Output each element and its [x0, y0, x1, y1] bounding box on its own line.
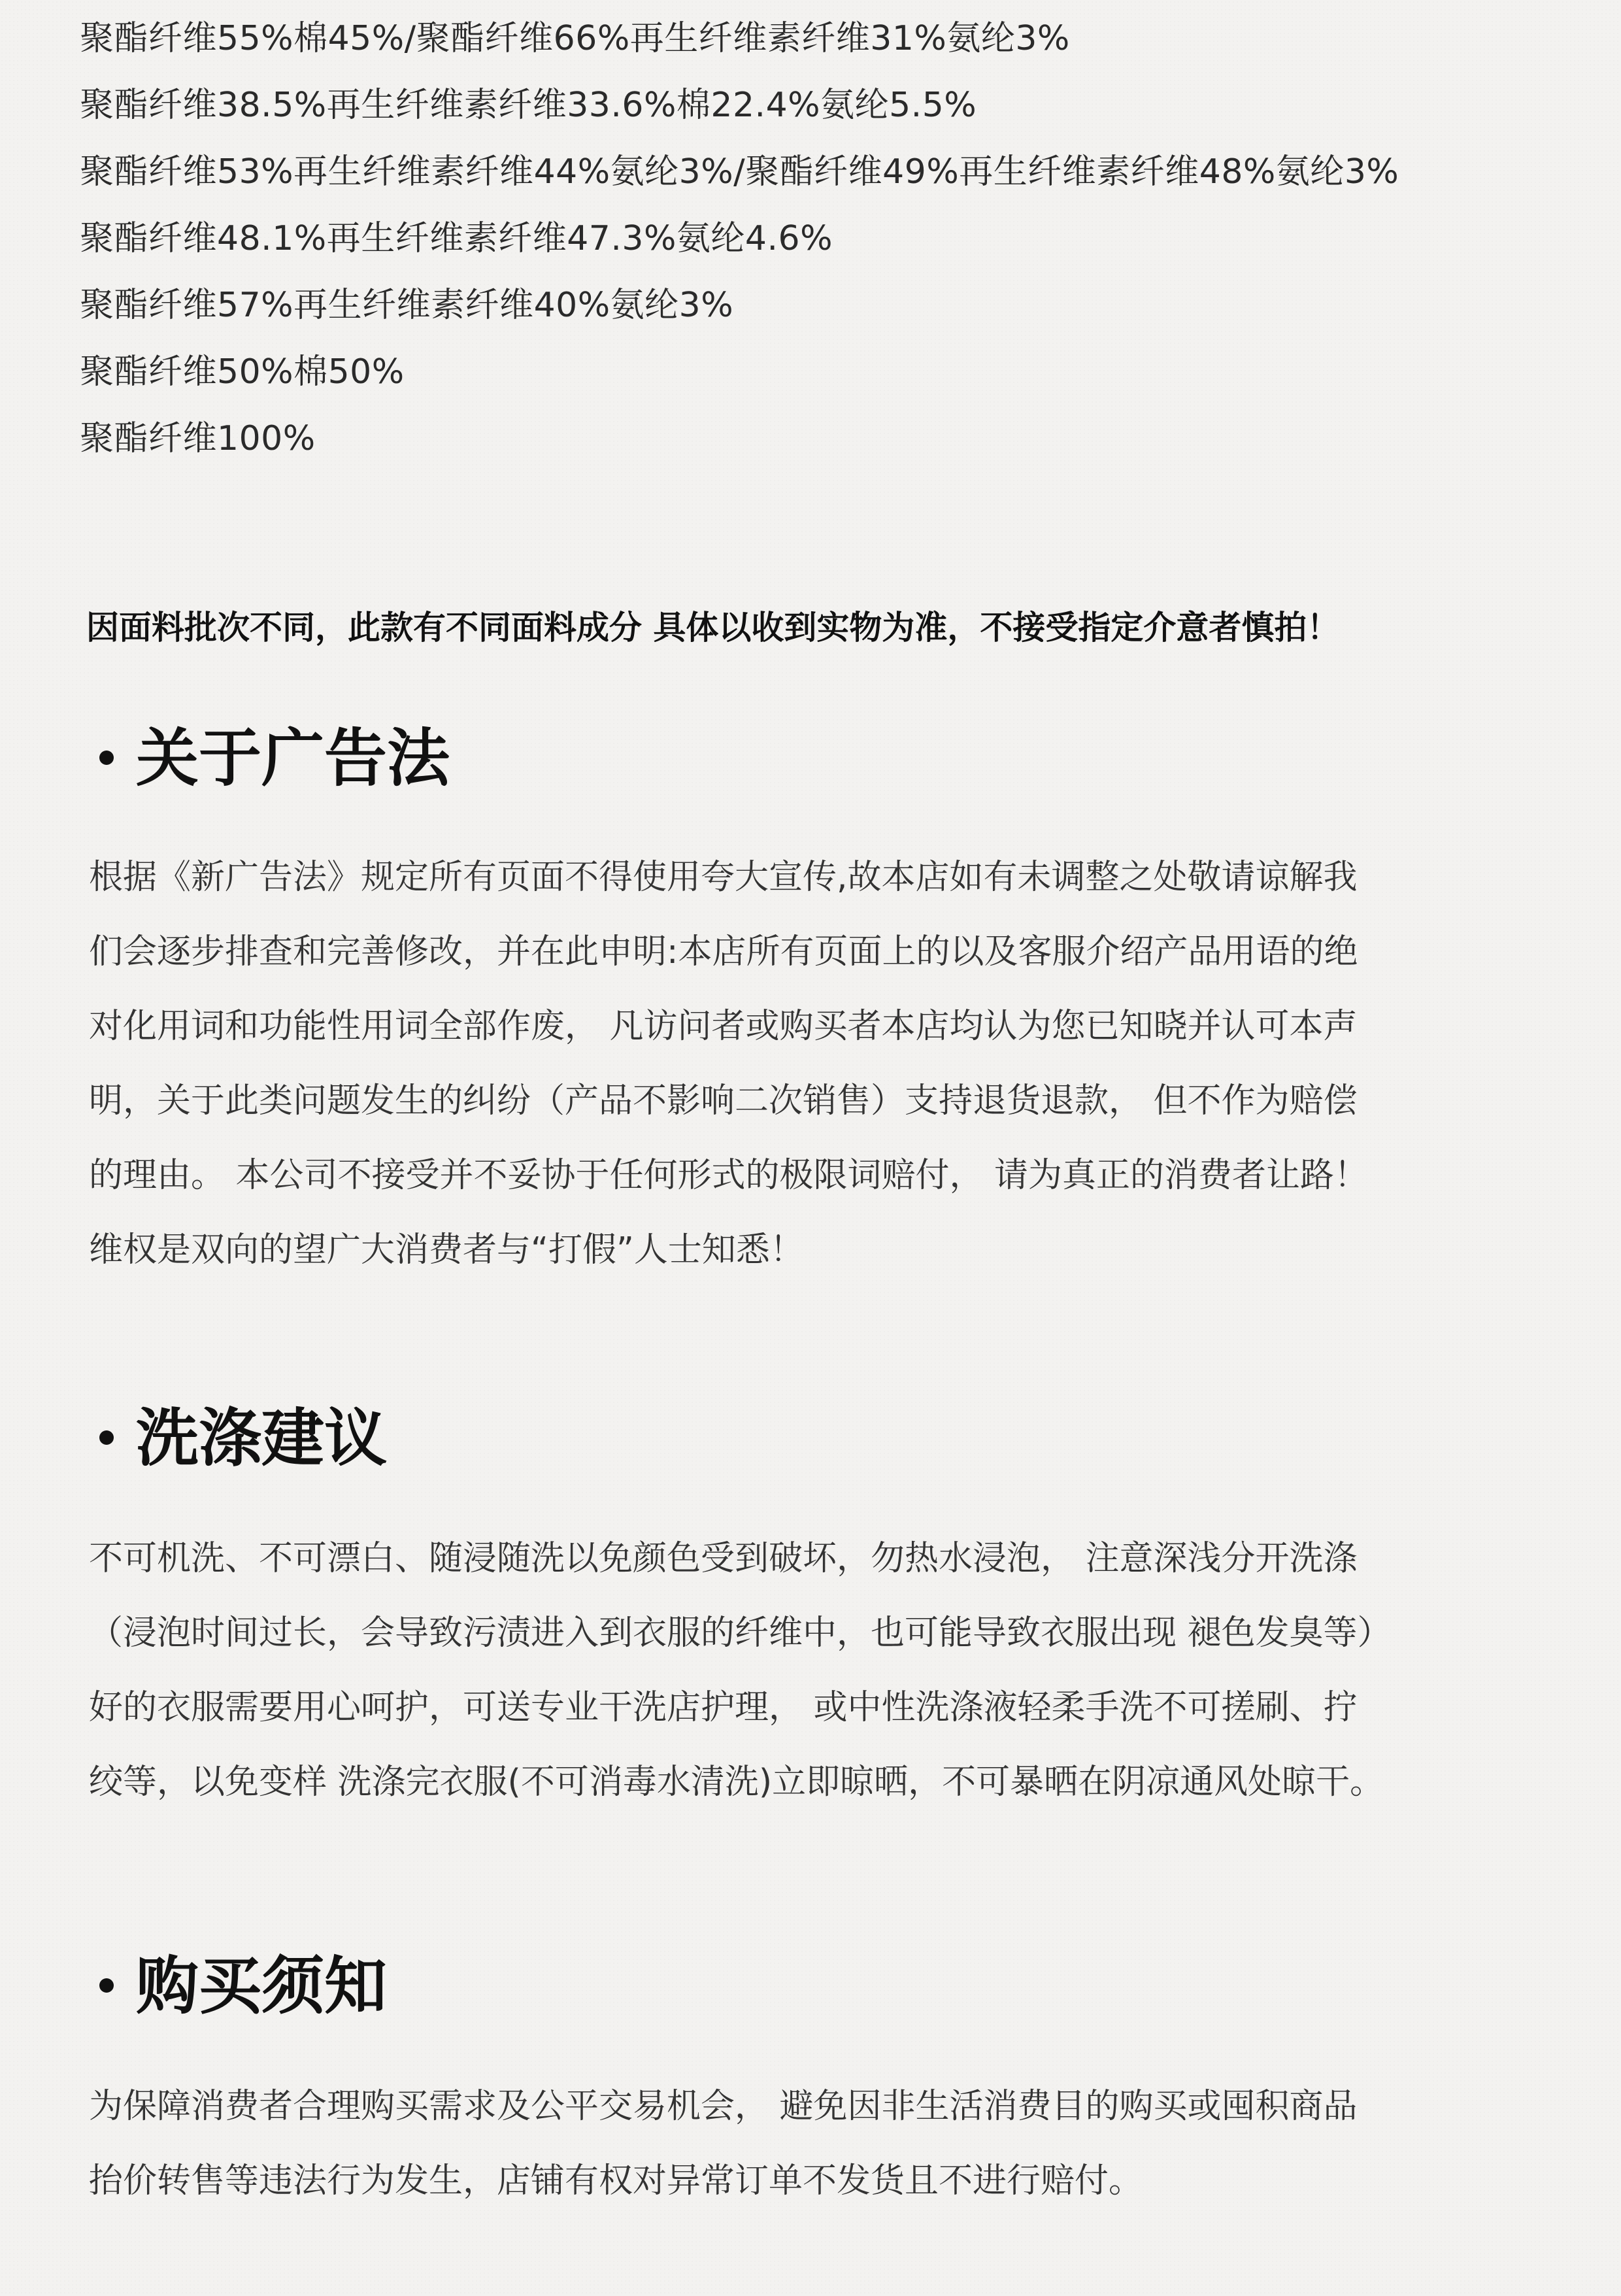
composition-line: 聚酯纤维55%棉45%/聚酯纤维66%再生纤维素纤维31%氨纶3%: [80, 19, 1070, 58]
section-title-advertising: [99, 719, 450, 798]
composition-line: 聚酯纤维100%: [80, 419, 316, 458]
bullet-icon: [99, 1430, 114, 1445]
composition-line: 聚酯纤维57%再生纤维素纤维40%氨纶3%: [80, 286, 734, 325]
paragraph-line: 维权是双向的望广大消费者与“打假”人士知悉！: [89, 1230, 804, 1270]
composition-line: 聚酯纤维38.5%再生纤维素纤维33.6%棉22.4%氨纶5.5%: [80, 86, 977, 125]
paragraph-line: 根据《新广告法》规定所有页面不得使用夸大宣传,故本店如有未调整之处敬请谅解我: [89, 858, 1358, 897]
paragraph-line: 好的衣服需要用心呵护，可送专业干洗店护理， 或中性洗涤液轻柔手洗不可搓刷、拧: [89, 1688, 1358, 1727]
section-title-text: 购买须知: [136, 1950, 387, 2023]
paragraph-line: 为保障消费者合理购买需求及公平交易机会， 避免因非生活消费目的购买或囤积商品: [89, 2087, 1358, 2126]
composition-line: 聚酯纤维53%再生纤维素纤维44%氨纶3%/聚酯纤维49%再生纤维素纤维48%氨纶3%: [80, 152, 1399, 192]
paragraph-line: 们会逐步排查和完善修改，并在此申明:本店所有页面上的以及客服介绍产品用语的绝: [89, 932, 1358, 971]
section-title-text: 洗涤建议: [136, 1402, 387, 1475]
bullet-icon: [99, 1978, 114, 1993]
bullet-icon: [99, 751, 114, 765]
section-title-text: 关于广告法: [136, 722, 450, 795]
fabric-batch-notice: 因面料批次不同，此款有不同面料成分 具体以收到实物为准，不接受指定介意者慎拍！: [86, 609, 1340, 647]
section-title-washing: [99, 1399, 387, 1477]
paragraph-line: 抬价转售等违法行为发生，店铺有权对异常订单不发货且不进行赔付。: [89, 2161, 1143, 2201]
paragraph-line: （浸泡时间过长，会导致污渍进入到衣服的纤维中，也可能导致衣服出现 褪色发臭等）: [89, 1613, 1392, 1653]
washing-advice-paragraph: [89, 1521, 1560, 1819]
section-title-purchase: [99, 1947, 387, 2025]
paragraph-line: 对化用词和功能性用词全部作废， 凡访问者或购买者本店均认为您已知晓并认可本声: [89, 1007, 1358, 1046]
fabric-composition-list: [80, 5, 1603, 472]
paragraph-line: 明，关于此类问题发生的纠纷（产品不影响二次销售）支持退货退款， 但不作为赔偿: [89, 1081, 1358, 1121]
paragraph-line: 不可机洗、不可漂白、随浸随洗以免颜色受到破坏，勿热水浸泡， 注意深浅分开洗涤: [89, 1539, 1358, 1578]
advertising-law-paragraph: [89, 840, 1560, 1287]
composition-line: 聚酯纤维48.1%再生纤维素纤维47.3%氨纶4.6%: [80, 219, 833, 258]
paragraph-line: 的理由。 本公司不接受并不妥协于任何形式的极限词赔付， 请为真正的消费者让路！: [89, 1156, 1369, 1195]
purchase-notice-paragraph: [89, 2069, 1560, 2218]
composition-line: 聚酯纤维50%棉50%: [80, 352, 405, 392]
paragraph-line: 绞等，以免变样 洗涤完衣服(不可消毒水清洗)立即晾晒，不可暴晒在阴凉通风处晾干。: [89, 1763, 1384, 1802]
